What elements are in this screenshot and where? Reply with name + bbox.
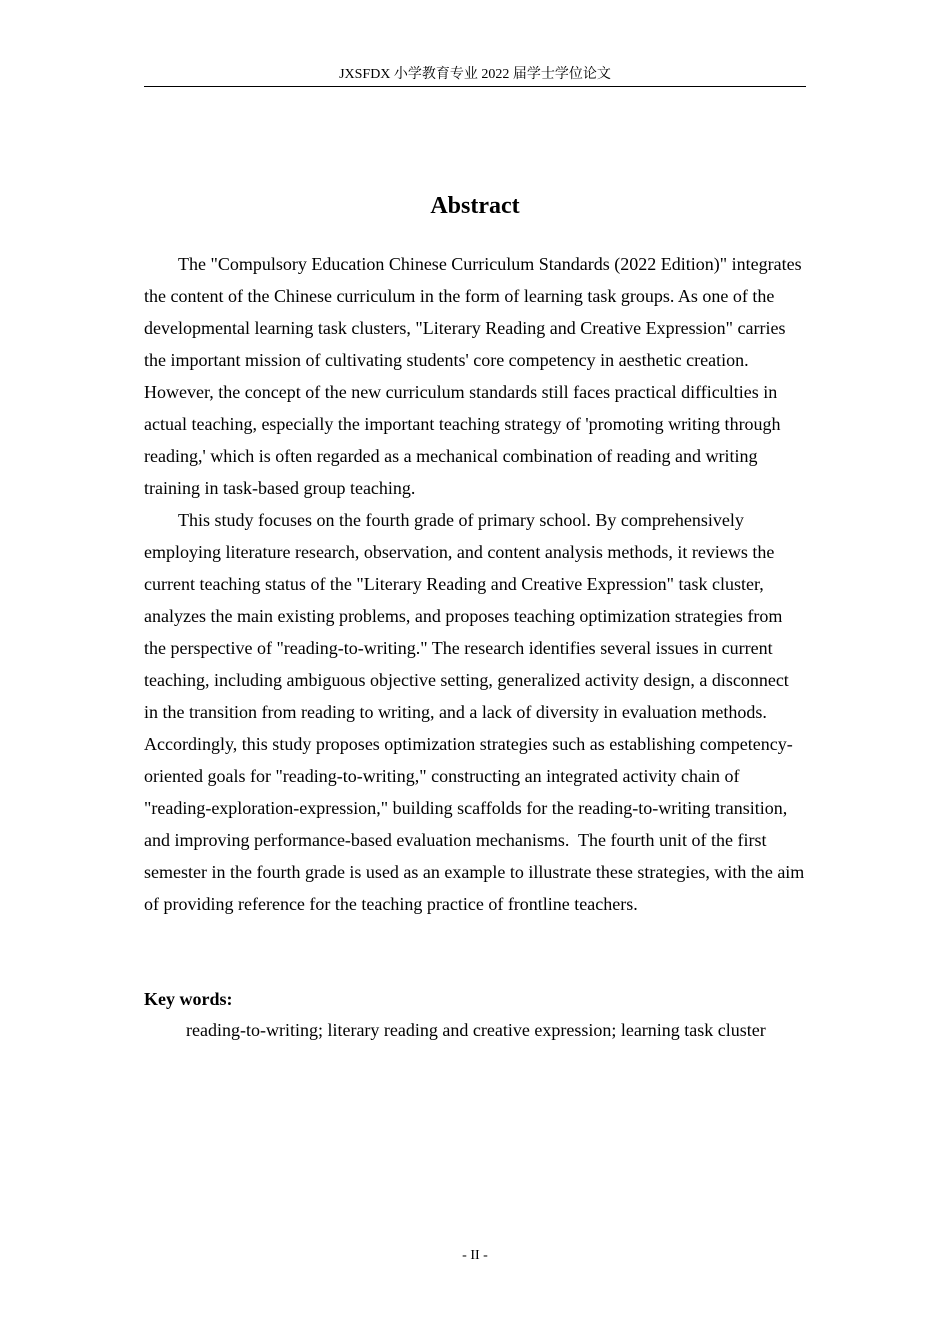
page-number: - II - <box>462 1248 488 1263</box>
running-header: JXSFDX 小学教育专业 2022 届学士学位论文 <box>339 67 611 82</box>
header-rule <box>144 86 806 87</box>
page-title: Abstract <box>430 193 520 219</box>
keywords-label: Key words: <box>144 989 233 1009</box>
keywords-text: reading-to-writing; literary reading and creative expression; learning task cluster <box>186 1020 766 1040</box>
abstract-body <box>144 248 809 920</box>
abstract-paragraph-2: This study focuses on the fourth grade of primary school. By comprehensively employing literature research, observation, and content analysis methods, it reviews the current teaching status of the "Literary Reading and Creative Expression" task cluster, analyzes the main existing problems, and proposes teaching optimization strategies from the perspective of "reading-to-writing." The research identifies several issues in current teaching, including ambiguous objective setting, generalized activity design, a disconnect in the transition from reading to writing, and a lack of diversity in evaluation methods. Accordingly, this study proposes optimization strategies such as establishing competency-oriented goals for "reading-to-writing," constructing an integrated activity chain of "reading-exploration-expression," building scaffolds for the reading-to-writing transition, and improving performance-based evaluation mechanisms. The fourth unit of the first semester in the fourth grade is used as an example to illustrate these strategies, with the aim of providing reference for the teaching practice of frontline teachers. <box>144 510 809 914</box>
abstract-paragraph-1: The "Compulsory Education Chinese Curriculum Standards (2022 Edition)" integrates the content of the Chinese curriculum in the form of learning task groups. As one of the developmental learning task clusters, "Literary Reading and Creative Expression" carries the important mission of cultivating students' core competency in aesthetic creation. However, the concept of the new curriculum standards still faces practical difficulties in actual teaching, especially the important teaching strategy of 'promoting writing through reading,' which is often regarded as a mechanical combination of reading and writing training in task-based group teaching. <box>144 254 807 498</box>
